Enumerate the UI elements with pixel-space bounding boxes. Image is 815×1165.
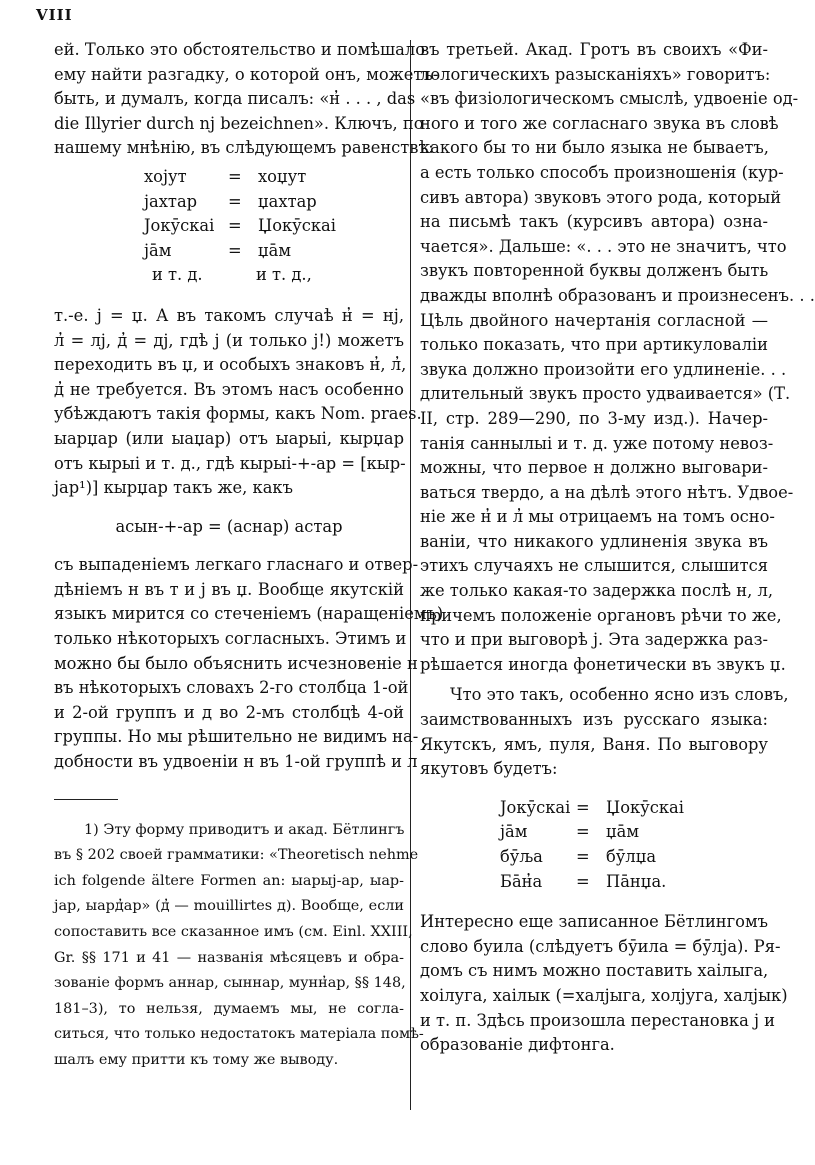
text-line: ваться твердо, а на дѣлѣ этого нѣтъ. Удвое- (420, 482, 794, 502)
equation-left: бӯља (500, 847, 543, 866)
text-line: якутовъ будетъ: (420, 759, 558, 779)
footnote (54, 818, 424, 1074)
equation-row (54, 239, 404, 264)
text-line: этихъ случаяхъ не слышится, слышится (420, 556, 768, 576)
footnote-line: Gr. §§ 171 и 41 — названія мѣсяцевъ и обра- (54, 949, 404, 966)
centered-equation: асын-+-ар = (аснар) астар (115, 516, 343, 536)
text-line: л̓ = лј, д̓ = дј, гдѣ ј (и только ј!) можетъ (54, 330, 404, 350)
text-line: Цѣль двойного начертанія согласной — (420, 310, 768, 330)
page-number: VIII (36, 6, 73, 24)
text-line: языкъ мирится со стеченіемъ (наращеніемъ) (54, 604, 444, 624)
text-line: заимствованныхъ изъ русскаго языка: (420, 710, 768, 730)
footnote-line: сопоставить все сказанное имъ (см. Einl. XXIII, (54, 924, 413, 940)
right-paragraph-3 (420, 910, 788, 1058)
equation-left: јāм (500, 822, 528, 842)
text-line: сивъ автора) звуковъ этого рода, который (420, 187, 782, 207)
equation-right: хоџут (258, 166, 307, 186)
footnote-line: зованіе формъ аннар, сыннар, мунн̓ар, §§ 148, (54, 975, 406, 992)
text-line: Интересно еще записанное Бётлингомъ (420, 912, 768, 932)
text-line: die Illyrier durch nj bezeichnen». Ключъ, по (54, 113, 424, 133)
equals-sign: = (228, 216, 242, 236)
equation-right: џахтар (258, 191, 317, 211)
text-line: ваніи, что никакого удлиненія звука въ (420, 531, 768, 551)
footnote-line: ситься, что только недостатокъ матеріала помѣ- (54, 1026, 424, 1043)
text-line: отъ кырыі и т. д., гдѣ кырыі-+-ар = [кыр- (54, 453, 406, 473)
text-line: группы. Но мы рѣшительно не видимъ на- (54, 727, 419, 747)
text-line: лологическихъ разысканіяхъ» говоритъ: (420, 64, 771, 84)
text-line: нашему мнѣнію, въ слѣдующемъ равенствѣ: (54, 138, 434, 158)
footnote-line: ich folgende ältere Formen an: ыарыј-ар, ыар- (54, 872, 404, 889)
text-line: II, стр. 289—290, по 3-му изд.). Начер- (420, 408, 768, 428)
footnote-line: јар, ыард̓ар» (д̓ — mouillirtes д). Вообще, если (54, 898, 404, 915)
equation-row (420, 845, 768, 870)
footnote-rule (54, 799, 118, 800)
text-line: ей. Только это обстоятельство и помѣшало (54, 40, 426, 59)
equation-row (54, 214, 404, 239)
equation-left: Јокӯскаі (500, 797, 571, 817)
equation-left: Јокӯскаі (144, 216, 215, 236)
equation-right: џāм (258, 240, 292, 260)
right-column (420, 38, 815, 1058)
text-line: переходить въ џ, и особыхъ знаковъ н̓, л̓, (54, 355, 407, 375)
text-line: дѣніемъ н въ т и ј въ џ. Вообще якутскій (54, 579, 404, 599)
text-line: рѣшается иногда фонетически въ звукъ џ. (420, 654, 786, 674)
text-line: въ третьей. Акад. Гротъ въ своихъ «Фи- (420, 40, 768, 59)
text-line: слово буила (слѣдуетъ бӯила = бӯлја). Ря- (420, 936, 781, 956)
left-paragraph-2 (54, 304, 422, 501)
text-line: убѣждаютъ такія формы, какъ Nom. praes. (54, 404, 422, 424)
equation-left: хојут (144, 166, 187, 186)
equation-right: џāм (606, 822, 640, 842)
equation-table (54, 165, 404, 288)
text-line: хоілуга, хаілык (=халјыга, холјуга, халјык) (420, 985, 788, 1005)
text-line: звука должно произойти его удлиненіе. . . (420, 359, 787, 379)
text-line: быть, и думалъ, когда писалъ: «н̓ . . . , das (54, 89, 416, 109)
text-line: Что это такъ, особенно ясно изъ словъ, (450, 685, 789, 705)
text-line: добности въ удвоеніи н въ 1-ой группѣ и л (54, 752, 418, 772)
text-line: «въ физіологическомъ смыслѣ, удвоеніе од- (420, 89, 799, 109)
left-paragraph-1 (54, 38, 439, 161)
text-line: ного и того же согласнаго звука въ словѣ (420, 113, 779, 133)
text-line: јар¹)] кырџар такъ же, какъ (54, 478, 293, 498)
equals-sign: = (576, 847, 590, 866)
equals-sign: = (228, 240, 242, 260)
text-line: длительный звукъ просто удваивается» (Т. (420, 384, 791, 404)
footnote-line: 181–3), то нельзя, думаемъ мы, не согла- (54, 1000, 404, 1017)
text-line: можно бы было объяснить исчезновеніе н (54, 653, 418, 673)
equation-row (420, 820, 768, 845)
text-line: и т. п. Здѣсь произошла перестановка ј и (420, 1010, 776, 1030)
text-line: образованіе дифтонга. (420, 1035, 615, 1055)
equation-left: јахтар (144, 191, 198, 211)
text-line: т.-е. ј = џ. А въ такомъ случаѣ н̓ = нј, (54, 305, 404, 325)
column-divider (410, 40, 411, 1110)
text-line: и 2-ой группъ и д во 2-мъ столбцѣ 4-ой (54, 702, 404, 722)
equals-sign: = (576, 822, 590, 842)
equation-table (420, 796, 768, 894)
equation-row (54, 165, 404, 190)
text-line: домъ съ нимъ можно поставить хаілыга, (420, 961, 769, 981)
text-line: д̓ не требуется. Въ этомъ насъ особенно (54, 379, 404, 399)
equation-left: јāм (144, 240, 172, 260)
etc-row (54, 263, 404, 288)
footnote-line: 1) Эту форму приводитъ и акад. Бётлингъ (84, 821, 405, 838)
text-line: Якутскъ, ямъ, пуля, Ваня. По выговору (420, 734, 768, 754)
text-line: какого бы то ни было языка не бываетъ, (420, 138, 769, 158)
equation-row (420, 870, 768, 895)
equals-sign: = (576, 871, 590, 891)
text-line: чается». Дальше: «. . . это не значитъ, что (420, 236, 787, 256)
equation-right: Џокӯскаі (606, 797, 684, 817)
equation-left: Бāн̓а (500, 871, 543, 891)
equation-row (420, 796, 768, 821)
text-line: звукъ повторенной буквы долженъ быть (420, 261, 769, 281)
left-paragraph-3 (54, 553, 444, 774)
footnote-line: въ § 202 своей грамматики: «Theoretisch nehme (54, 847, 419, 864)
etc-right: и т. д., (256, 265, 312, 285)
text-line: причемъ положеніе органовъ рѣчи то же, (420, 605, 782, 625)
text-line: что и при выговорѣ ј. Эта задержка раз- (420, 630, 768, 650)
left-column (54, 38, 444, 1074)
footnote-line: шалъ ему притти къ тому же выводу. (54, 1051, 339, 1068)
etc-left: и т. д. (152, 265, 203, 285)
equals-sign: = (228, 191, 242, 211)
text-line: же только какая-то задержка послѣ н, л, (420, 581, 774, 601)
text-line: танія саннылыі и т. д. уже потому невоз- (420, 433, 774, 453)
text-line: а есть только способъ произношенія (кур- (420, 162, 784, 182)
text-line: можны, что первое н должно выговари- (420, 458, 768, 478)
right-paragraph-1 (420, 38, 815, 677)
text-line: только нѣкоторыхъ согласныхъ. Этимъ и (54, 629, 407, 649)
text-line: только показать, что при артикуловаліи (420, 335, 768, 355)
equation-right: Пāнџа. (606, 871, 667, 891)
text-line: дважды вполнѣ образованъ и произнесенъ. . . (420, 285, 815, 305)
equation-right: Џокӯскаі (258, 216, 336, 236)
equation-right: бӯлџа (606, 847, 657, 866)
text-line: съ выпаденіемъ легкаго гласнаго и отвер- (54, 555, 419, 575)
text-line: на письмѣ такъ (курсивъ автора) озна- (420, 212, 768, 232)
text-line: въ нѣкоторыхъ словахъ 2-го столбца 1-ой (54, 678, 409, 698)
text-line: ыарџар (или ыаџар) отъ ыарыі, кырџар (54, 428, 404, 448)
text-line: ему найти разгадку, о которой онъ, можетъ- (54, 64, 439, 84)
equals-sign: = (228, 166, 242, 186)
equation-row (54, 190, 404, 215)
equals-sign: = (576, 797, 590, 817)
right-paragraph-2 (420, 683, 789, 781)
text-line: ніе же н̓ и л̓ мы отрицаемъ на томъ осно- (420, 507, 775, 527)
